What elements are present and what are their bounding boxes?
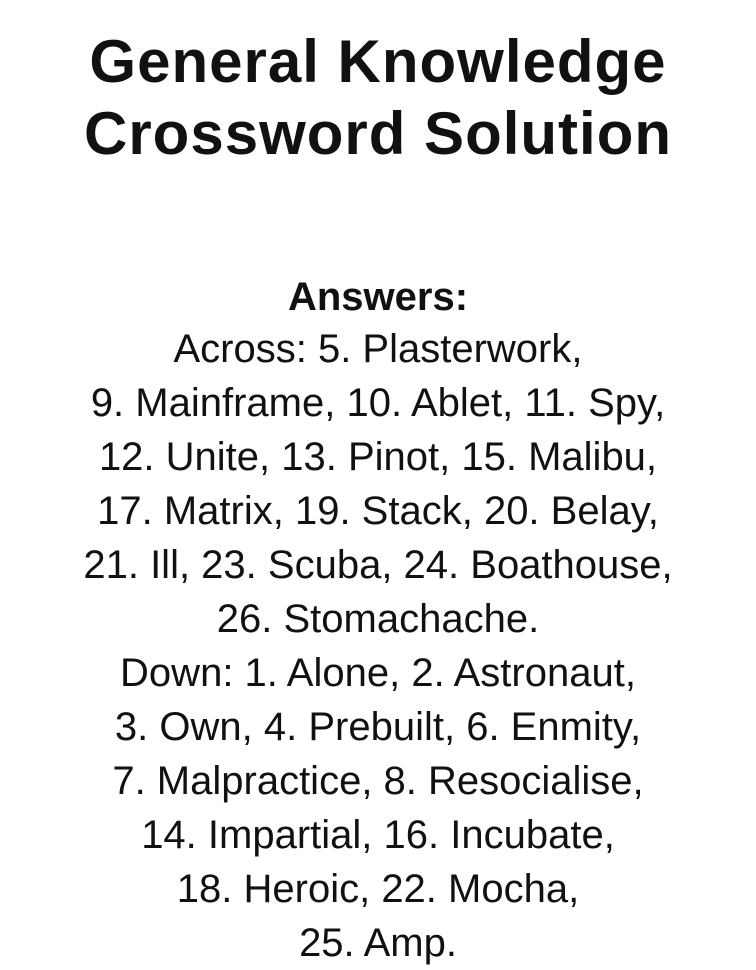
- title-line-2: Crossword Solution: [84, 100, 672, 167]
- answer-line: 21. Ill, 23. Scuba, 24. Boathouse,: [83, 543, 673, 587]
- answer-line: 7. Malpractice, 8. Resocialise,: [112, 759, 644, 803]
- answer-line-down-start: Down: 1. Alone, 2. Astronaut,: [120, 651, 636, 695]
- page-title: [0, 26, 756, 170]
- answer-line: 17. Matrix, 19. Stack, 20. Belay,: [97, 489, 659, 533]
- answer-line-down-end: 25. Amp.: [299, 921, 457, 965]
- answers-heading: Answers:: [287, 275, 469, 319]
- answer-line: 12. Unite, 13. Pinot, 15. Malibu,: [98, 435, 658, 479]
- answer-line: 18. Heroic, 22. Mocha,: [176, 867, 580, 911]
- answer-line-across-start: Across: 5. Plasterwork,: [173, 327, 583, 371]
- answers-section: [0, 272, 756, 970]
- answer-line: 3. Own, 4. Prebuilt, 6. Enmity,: [114, 705, 642, 749]
- answer-line: 14. Impartial, 16. Incubate,: [141, 813, 615, 857]
- title-line-1: General Knowledge: [89, 28, 667, 95]
- answer-line: 9. Mainframe, 10. Ablet, 11. Spy,: [90, 381, 666, 425]
- answer-line-across-end: 26. Stomachache.: [216, 597, 540, 641]
